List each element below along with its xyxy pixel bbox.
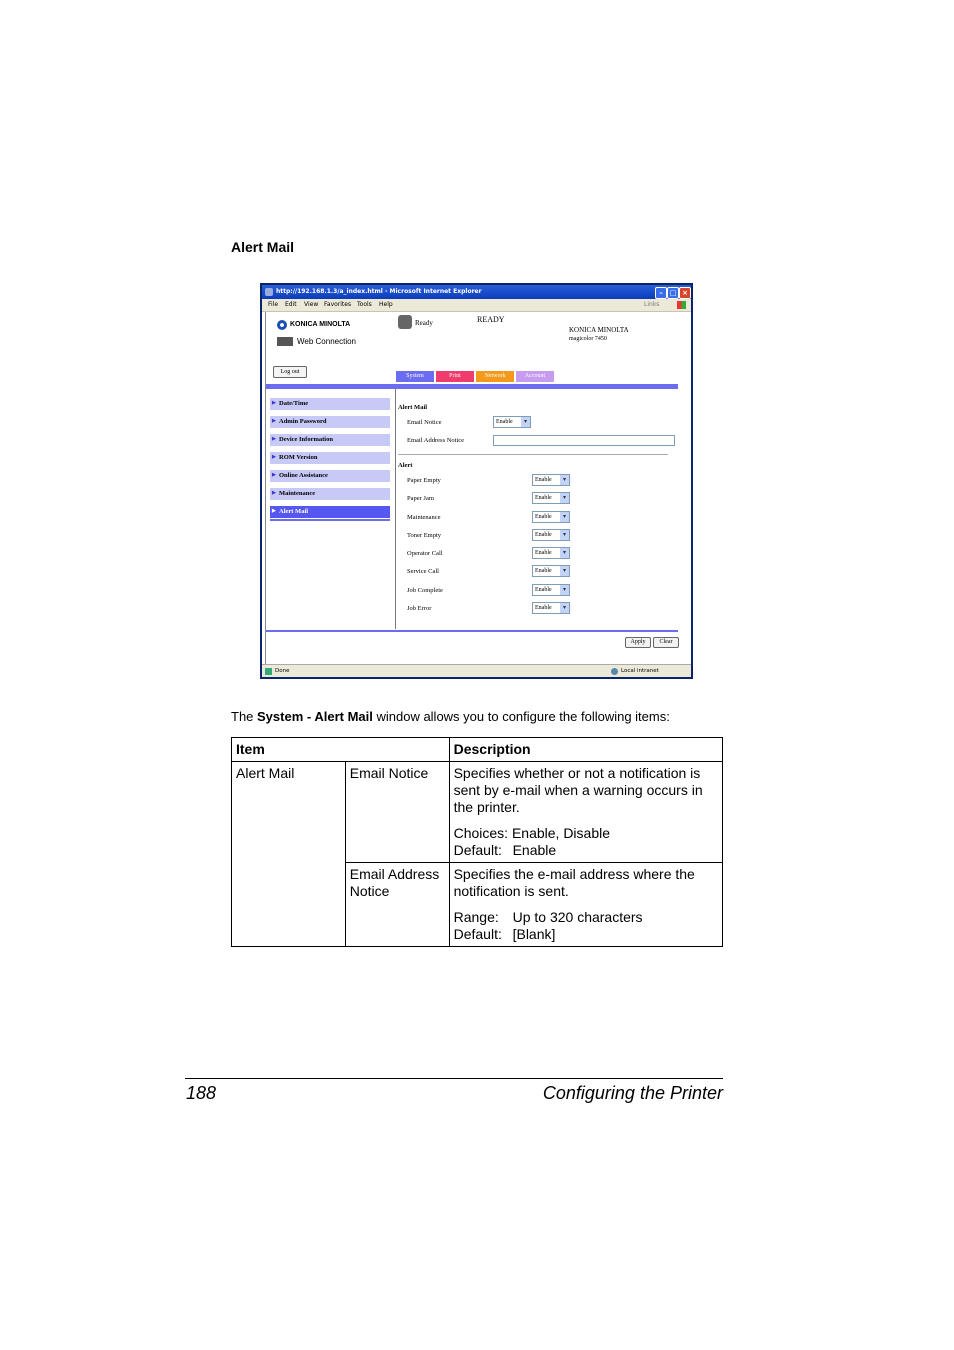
range-label: Range:: [453, 909, 499, 925]
alert-label-job-complete: Job Complete: [407, 587, 443, 594]
paper-empty-select[interactable]: [532, 474, 570, 486]
status-zone: Local intranet: [621, 668, 659, 674]
chevron-down-icon: ▾: [560, 475, 569, 485]
menu-favorites[interactable]: Favorites: [324, 301, 352, 308]
sidebar-item-label: Alert Mail: [279, 508, 309, 515]
description-text: Specifies the e-mail address where the notification is sent.: [453, 866, 695, 899]
triangle-right-icon: ▶: [272, 473, 276, 478]
minimize-icon[interactable]: –: [655, 287, 667, 299]
intro-bold: System - Alert Mail: [257, 709, 373, 724]
paper-jam-select[interactable]: [532, 492, 570, 504]
item-cell: Email Address Notice: [345, 863, 449, 947]
sidebar-item-online-assistance[interactable]: [270, 470, 390, 482]
browser-screenshot: [260, 283, 693, 679]
menu-help[interactable]: Help: [379, 301, 393, 308]
alert-label-toner-empty: Toner Empty: [407, 532, 442, 539]
chevron-down-icon: ▾: [560, 566, 569, 576]
pagescope-icon: [277, 337, 293, 346]
sidebar-item-maintenance[interactable]: [270, 488, 390, 500]
intro-sentence: [231, 709, 670, 724]
page-number: 188: [186, 1083, 217, 1103]
section-title: Alert Mail: [231, 239, 295, 255]
sidebar-item-date-time[interactable]: [270, 398, 390, 410]
select-value: Enable: [535, 550, 552, 556]
description-text: Specifies whether or not a notification is sent by e-mail when a warning occurs in the printer.: [453, 765, 703, 815]
tab-system[interactable]: System: [396, 371, 434, 382]
logout-button[interactable]: Log out: [273, 366, 307, 378]
alert-label-operator-call: Operator Call: [407, 550, 443, 557]
select-value: Enable: [496, 419, 513, 425]
default-value: Enable: [512, 842, 557, 858]
default-line: [454, 926, 718, 943]
item-cell: Email Notice: [345, 762, 449, 863]
printer-model: magicolor 7450: [569, 336, 607, 342]
alert-label-job-error: Job Error: [407, 605, 432, 612]
table-row: [232, 762, 723, 863]
page-done-icon: [265, 668, 272, 675]
description-table: [231, 737, 723, 947]
sidebar-item-label: Date/Time: [279, 400, 309, 407]
select-value: Enable: [535, 532, 552, 538]
header-item: Item: [232, 738, 450, 762]
printer-brand: KONICA MINOLTA: [569, 326, 629, 334]
alert-label-service-call: Service Call: [407, 568, 439, 575]
email-address-label: Email Address Notice: [407, 437, 465, 444]
status-done: Done: [275, 668, 290, 674]
maximize-icon[interactable]: □: [667, 287, 679, 299]
alert-label-paper-jam: Paper Jam: [407, 495, 434, 502]
choices-value: Enable, Disable: [511, 825, 611, 841]
sidebar-divider: [395, 389, 396, 629]
choices-line: [454, 825, 718, 842]
konica-logo-icon: [277, 320, 287, 330]
sidebar-item-label: Admin Password: [279, 418, 327, 425]
header-description: Description: [449, 738, 722, 762]
close-icon[interactable]: ×: [679, 287, 691, 299]
menu-edit[interactable]: Edit: [285, 301, 297, 308]
sidebar-item-admin-password[interactable]: [270, 416, 390, 428]
select-value: Enable: [535, 605, 552, 611]
menu-view[interactable]: View: [304, 301, 319, 308]
alert-label-paper-empty: Paper Empty: [407, 477, 441, 484]
form-bottom-rule: [266, 630, 678, 632]
email-notice-label: Email Notice: [407, 419, 442, 426]
web-connection-logo: [277, 336, 397, 348]
service-call-select[interactable]: [532, 565, 570, 577]
choices-label: Choices:: [453, 825, 509, 841]
sidebar-item-alert-mail[interactable]: [270, 506, 390, 518]
windows-logo-icon: [677, 301, 686, 309]
status-ready-small: Ready: [415, 319, 433, 327]
konica-minolta-logo: [277, 319, 387, 331]
job-error-select[interactable]: [532, 602, 570, 614]
browser-title: http://192.168.1.3/a_index.html - Microsoft Internet Explorer: [276, 288, 482, 295]
job-complete-select[interactable]: [532, 584, 570, 596]
form-heading-alert: Alert: [398, 462, 413, 469]
chevron-down-icon: ▾: [560, 493, 569, 503]
sidebar-item-label: Device Information: [279, 436, 333, 443]
page-viewport: [265, 312, 688, 664]
triangle-right-icon: ▶: [272, 437, 276, 442]
table-header-row: [232, 738, 723, 762]
form-heading-alert-mail: Alert Mail: [398, 404, 428, 411]
default-value: [Blank]: [512, 926, 556, 942]
chapter-title: Configuring the Printer: [542, 1083, 723, 1103]
alert-label-maintenance: Maintenance: [407, 514, 441, 521]
chevron-down-icon: ▾: [560, 585, 569, 595]
intro-pre: The: [231, 709, 258, 724]
sidebar-item-label: Maintenance: [279, 490, 316, 497]
sidebar-underline: [270, 519, 390, 521]
sidebar-item-label: ROM Version: [279, 454, 318, 461]
operator-call-select[interactable]: [532, 547, 570, 559]
range-value: Up to 320 characters: [512, 909, 643, 925]
triangle-right-icon: ▶: [272, 491, 276, 496]
tab-network[interactable]: Network: [476, 371, 514, 382]
footer-rule: [185, 1078, 723, 1079]
triangle-right-icon: ▶: [272, 509, 276, 514]
range-line: [454, 909, 718, 926]
select-value: Enable: [535, 587, 552, 593]
default-line: [454, 842, 718, 859]
sidebar-item-device-information[interactable]: [270, 434, 390, 446]
browser-menubar: [262, 299, 691, 312]
sidebar-item-rom-version[interactable]: [270, 452, 390, 464]
apply-button[interactable]: Apply: [625, 637, 651, 648]
sidebar-item-label: Online Assistance: [279, 472, 328, 479]
chevron-down-icon: ▾: [521, 417, 530, 427]
triangle-right-icon: ▶: [272, 401, 276, 406]
chevron-down-icon: ▾: [560, 530, 569, 540]
select-value: Enable: [535, 514, 552, 520]
menu-file[interactable]: File: [268, 301, 279, 308]
tab-rule: [266, 384, 678, 389]
form-divider: [398, 454, 668, 455]
tab-account[interactable]: Account: [516, 371, 554, 382]
description-cell: [449, 762, 722, 863]
triangle-right-icon: ▶: [272, 419, 276, 424]
menu-tools[interactable]: Tools: [357, 301, 372, 308]
chevron-down-icon: ▾: [560, 512, 569, 522]
intro-post: window allows you to configure the following items:: [372, 709, 670, 724]
email-address-input[interactable]: [493, 435, 675, 446]
logo-text: KONICA MINOLTA: [290, 321, 351, 328]
default-label: Default:: [453, 926, 502, 942]
chevron-down-icon: ▾: [560, 603, 569, 613]
clear-button[interactable]: Clear: [653, 637, 679, 648]
email-notice-select[interactable]: [493, 416, 531, 428]
select-value: Enable: [535, 568, 552, 574]
maintenance-select[interactable]: [532, 511, 570, 523]
web-connection-text: Web Connection: [297, 337, 356, 346]
browser-statusbar: [262, 664, 691, 678]
tab-print[interactable]: Print: [436, 371, 474, 382]
ie-icon: [265, 288, 273, 296]
triangle-right-icon: ▶: [272, 455, 276, 460]
links-label[interactable]: Links: [644, 301, 660, 308]
description-cell: [449, 863, 722, 947]
browser-titlebar: [262, 285, 691, 299]
group-cell: Alert Mail: [232, 762, 346, 947]
toner-empty-select[interactable]: [532, 529, 570, 541]
select-value: Enable: [535, 477, 552, 483]
select-value: Enable: [535, 495, 552, 501]
printer-status-icon: [398, 315, 412, 329]
status-ready: READY: [477, 315, 505, 324]
default-label: Default:: [453, 842, 502, 858]
chevron-down-icon: ▾: [560, 548, 569, 558]
intranet-globe-icon: [611, 668, 618, 675]
